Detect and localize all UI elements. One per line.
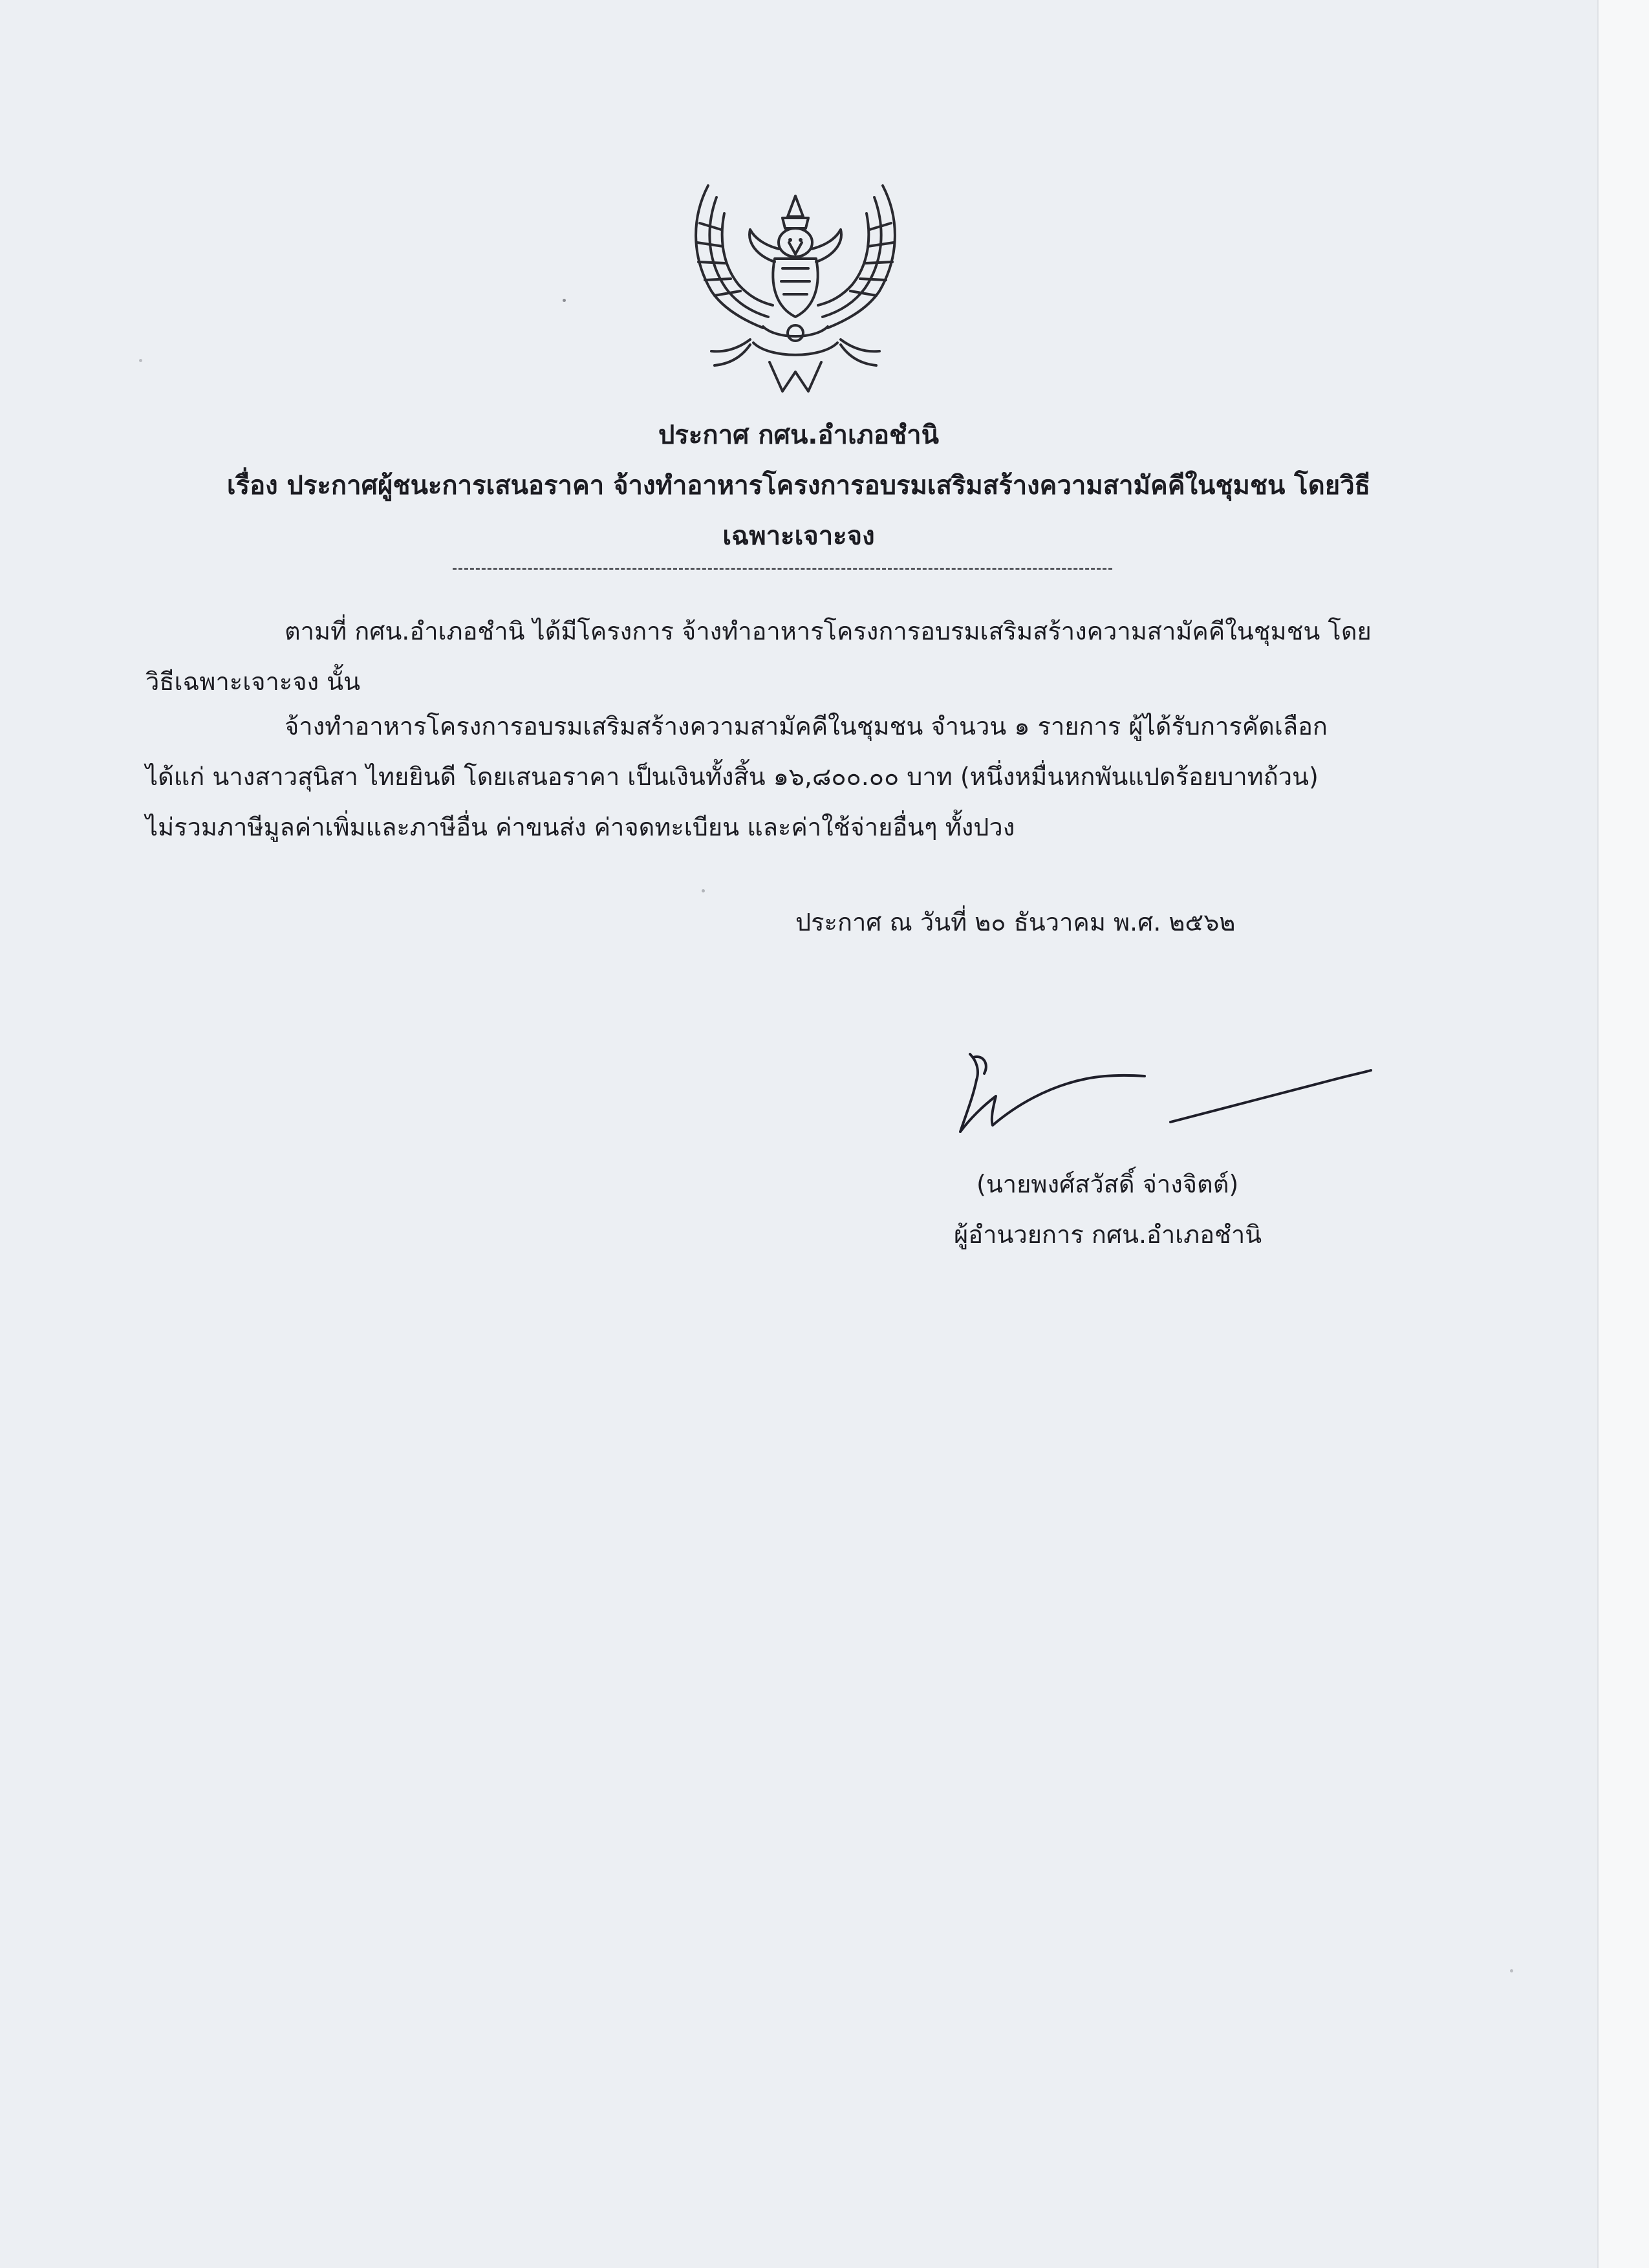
- scan-speck: [702, 889, 705, 892]
- handwritten-signature-icon: [931, 1035, 1384, 1164]
- signatory-name: (นายพงศ์สวัสดิ์ จ่างจิตต์): [976, 1170, 1239, 1198]
- paragraph-1-line-1: ตามที่ กศน.อำเภอชำนิ ได้มีโครงการ จ้างทำอาหารโครงการอบรมเสริมสร้างความสามัคคีในชุมชน โดย: [285, 617, 1372, 645]
- paragraph-1-line-2: วิธีเฉพาะเจาะจง นั้น: [146, 667, 361, 696]
- scan-speck: [1510, 1969, 1513, 1972]
- paragraph-2-line-3: ไม่รวมภาษีมูลค่าเพิ่มและภาษีอื่น ค่าขนส่ง ค่าจดทะเบียน และค่าใช้จ่ายอื่นๆ ทั้งปวง: [146, 813, 1015, 841]
- scan-speck: [563, 299, 566, 302]
- paragraph-2-line-2: ได้แก่ นางสาวสุนิสา ไทยยินดี โดยเสนอราคา เป็นเงินทั้งสิ้น ๑๖,๘๐๐.๐๐ บาท (หนึ่งหมื่นหกพันแปดร้อยบาทถ้วน): [146, 762, 1319, 791]
- scan-speck: [139, 359, 142, 362]
- subject-line-2: เฉพาะเจาะจง: [722, 521, 875, 551]
- scan-page-edge: [1597, 0, 1649, 2268]
- paragraph-2-line-1: จ้างทำอาหารโครงการอบรมเสริมสร้างความสามัคคีในชุมชน จำนวน ๑ รายการ ผู้ได้รับการคัดเลือก: [285, 712, 1328, 740]
- announcement-title: ประกาศ กศน.อำเภอชำนิ: [658, 420, 939, 450]
- signatory-position: ผู้อำนวยการ กศน.อำเภอชำนิ: [954, 1220, 1262, 1249]
- garuda-emblem-icon: [685, 178, 905, 407]
- announcement-date: ประกาศ ณ วันที่ ๒๐ ธันวาคม พ.ศ. ๒๕๖๒: [795, 908, 1236, 936]
- subject-line-1: เรื่อง ประกาศผู้ชนะการเสนอราคา จ้างทำอาหารโครงการอบรมเสริมสร้างความสามัคคีในชุมชน โดยวิธี: [226, 471, 1371, 501]
- separator-rule: [453, 568, 1112, 570]
